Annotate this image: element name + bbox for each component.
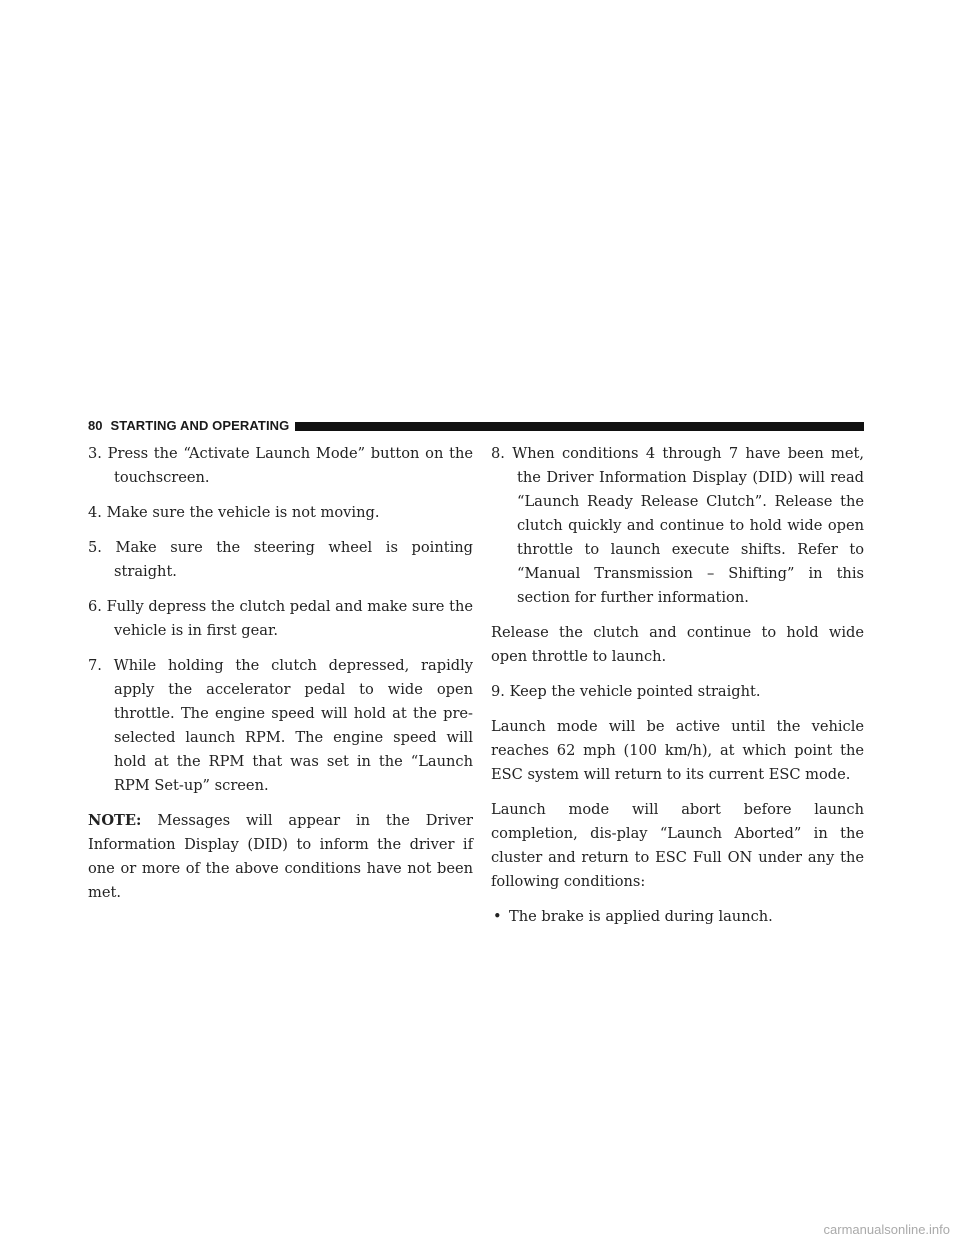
- step-4: 4. Make sure the vehicle is not moving.: [88, 504, 380, 521]
- step-6: 6. Fully depress the clutch pedal and make sure the vehicle is in first gear.: [88, 598, 473, 639]
- launch-abort-paragraph: Launch mode will abort before launch completion, dis-play “Launch Aborted” in the cluster and return to ESC Full ON under any the following conditions:: [491, 801, 864, 890]
- header-rule: [295, 422, 864, 431]
- note-text: Messages will appear in the Driver Information Display (DID) to inform the driver if one or more of the above conditions have not been met.: [88, 812, 473, 901]
- watermark-text: carmanualsonline.info: [823, 1222, 950, 1237]
- step-9: 9. Keep the vehicle pointed straight.: [491, 683, 761, 700]
- right-column: [491, 442, 864, 940]
- bullet-text: The brake is applied during launch.: [509, 908, 773, 925]
- step-3: 3. Press the “Activate Launch Mode” button on the touchscreen.: [88, 445, 473, 486]
- section-title: STARTING AND OPERATING: [110, 418, 290, 433]
- page-header: [88, 419, 864, 433]
- note-label: NOTE:: [88, 812, 142, 829]
- page-number: 80: [88, 418, 103, 433]
- bullet-icon: •: [493, 908, 502, 925]
- step-5: 5. Make sure the steering wheel is pointing straight.: [88, 539, 473, 580]
- release-paragraph: Release the clutch and continue to hold wide open throttle to launch.: [491, 624, 864, 665]
- step-7: 7. While holding the clutch depressed, rapidly apply the accelerator pedal to wide open throttle. The engine speed will hold at the pre-selected launch RPM. The engine speed will hold at the RPM that was set in the “Launch RPM Set-up” screen.: [88, 657, 473, 794]
- launch-active-paragraph: Launch mode will be active until the vehicle reaches 62 mph (100 km/h), at which point the ESC system will return to its current ESC mode.: [491, 718, 864, 783]
- bullet-item: [491, 905, 864, 929]
- step-8: 8. When conditions 4 through 7 have been met, the Driver Information Display (DID) will read “Launch Ready Release Clutch”. Release the clutch quickly and continue to hold wide open throttle to launch execute shifts. Refer to “Manual Transmission – Shifting” in this section for further information.: [491, 445, 864, 606]
- left-column: [88, 442, 473, 916]
- note-paragraph: [88, 809, 473, 905]
